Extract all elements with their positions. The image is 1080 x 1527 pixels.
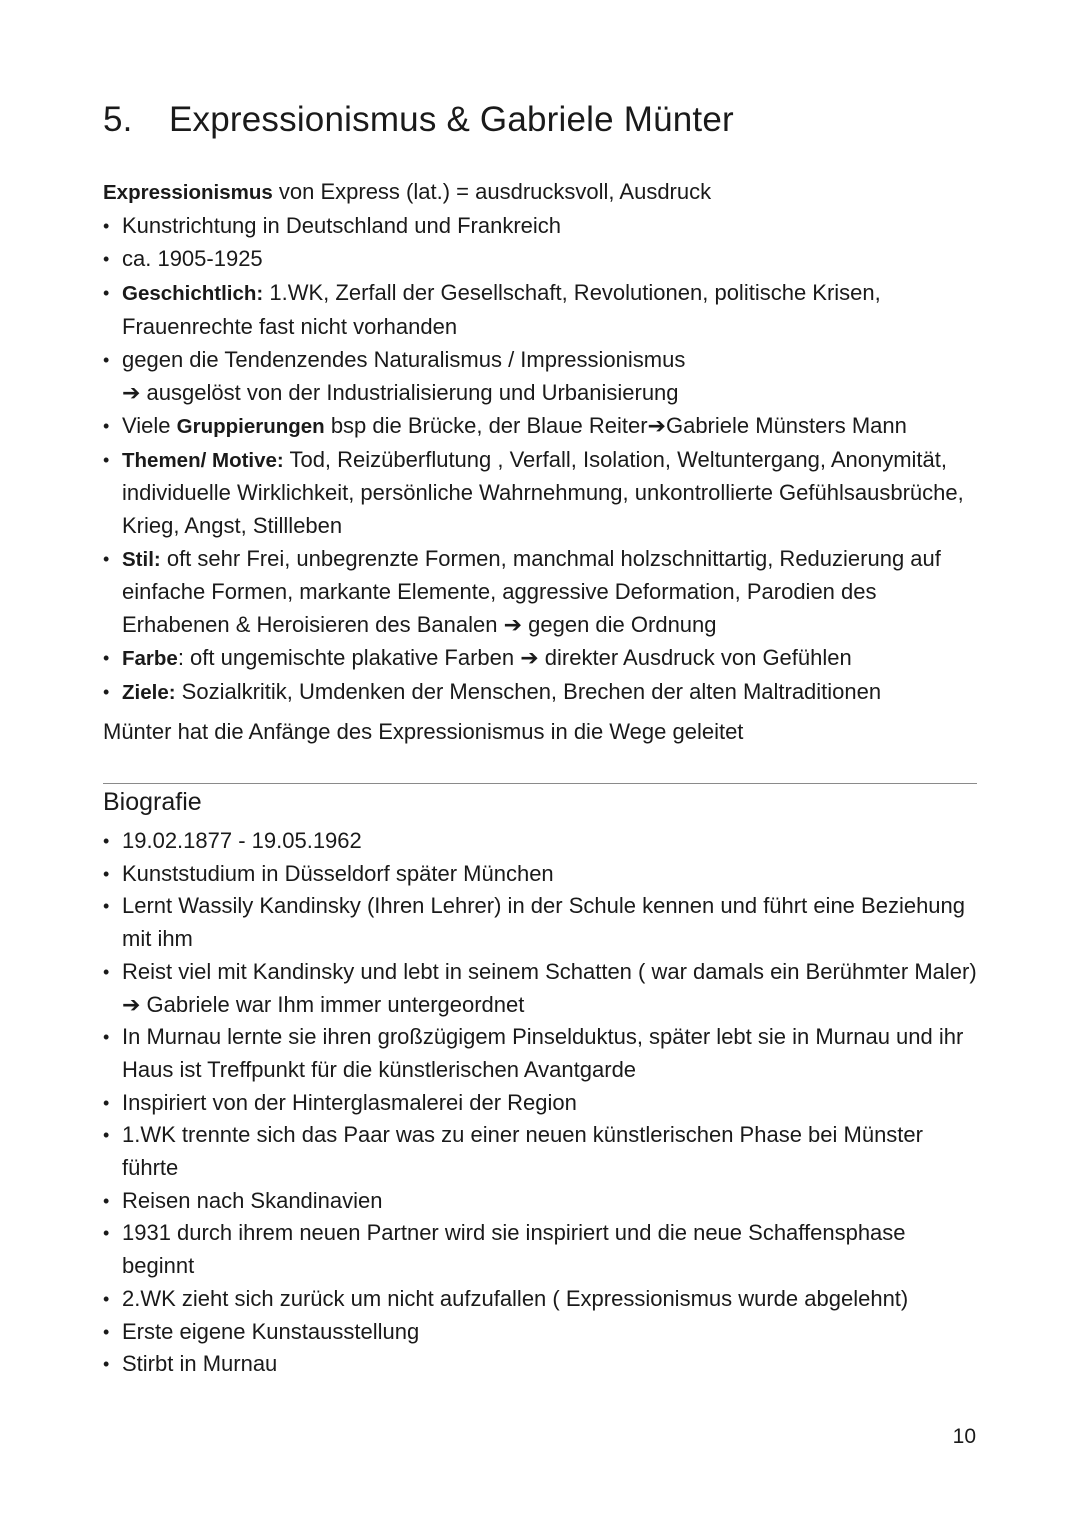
definition-term: Expressionismus	[103, 181, 273, 204]
item-label: Themen/ Motive:	[122, 448, 284, 472]
list-item: • Erste eigene Kunstausstellung	[103, 1316, 983, 1349]
list-item	[103, 676, 983, 710]
list-item: • 2.WK zieht sich zurück um nicht aufzufallen ( Expressionismus wurde abgelehnt)	[103, 1283, 983, 1316]
list-item	[103, 410, 983, 444]
page-number: 10	[952, 1425, 976, 1448]
item-text: oft sehr Frei, unbegrenzte Formen, manchmal holzschnittartig, Reduzierung auf einfache Formen, markante Elemente, aggressive Deformation, Parodien des Erhabenen & Heroisieren des Banalen ➔ gegen die Ordnung	[122, 545, 941, 638]
biography-list	[103, 825, 983, 1381]
item-text: Kunstrichtung in Deutschland und Frankreich	[122, 212, 562, 238]
list-item	[103, 277, 983, 343]
list-item	[103, 543, 983, 642]
list-item: • 1931 durch ihrem neuen Partner wird sie inspiriert und die neue Schaffensphase beginnt	[103, 1217, 983, 1282]
list-item: • Stirbt in Murnau	[103, 1348, 983, 1381]
list-item: • Reisen nach Skandinavien	[103, 1185, 983, 1218]
item-text: ca. 1905-1925	[122, 246, 263, 272]
list-item: • Inspiriert von der Hinterglasmalerei der Region	[103, 1087, 983, 1120]
item-label: Stil:	[122, 547, 161, 571]
page-title	[103, 100, 734, 140]
item-text: Tod, Reizüberflutung , Verfall, Isolation, Weltuntergang, Anonymität, individuelle Wirklichkeit, persönliche Wahrnehmung, unkontrollierte Gefühlsausbrüche, Krieg, Angst, Stillleben	[122, 446, 964, 539]
list-item: • Lernt Wassily Kandinsky (Ihren Lehrer) in der Schule kennen und führt eine Beziehung mit ihm	[103, 890, 983, 955]
section-number: 5.	[103, 100, 133, 139]
item-label: Viele Gruppierungen	[122, 412, 325, 438]
definition-text: von Express (lat.) = ausdrucksvoll, Ausdruck	[272, 179, 712, 204]
list-item: • In Murnau lernte sie ihren großzügigem Pinselduktus, später lebt sie in Murnau und ihr Haus ist Treffpunkt für die künstlerischen Avantgarde	[103, 1021, 983, 1086]
expressionism-list	[103, 210, 983, 710]
closing-sentence: Münter hat die Anfänge des Expressionismus in die Wege geleitet	[103, 719, 744, 745]
item-label: Geschichtlich:	[122, 282, 264, 306]
item-text: gegen die Tendenzendes Naturalismus / Impressionismus ➔ ausgelöst von der Industrialisierung und Urbanisierung	[122, 346, 686, 406]
expressionism-section	[103, 176, 983, 749]
list-item: • 1.WK trennte sich das Paar was zu einer neuen künstlerischen Phase bei Münster führte	[103, 1119, 983, 1184]
list-item	[103, 243, 983, 277]
item-text: bsp die Brücke, der Blaue Reiter➔Gabriele Münsters Mann	[324, 412, 907, 438]
section-divider	[103, 783, 977, 784]
item-label-group	[122, 413, 325, 438]
list-item	[103, 344, 983, 410]
item-text: 1.WK, Zerfall der Gesellschaft, Revolutionen, politische Krisen, Frauenrechte fast nicht vorhanden	[122, 280, 881, 339]
item-text: : oft ungemischte plakative Farben ➔ direkter Ausdruck von Gefühlen	[177, 644, 852, 670]
item-label: Farbe	[122, 646, 178, 670]
list-item	[103, 210, 983, 244]
biography-section	[103, 825, 983, 1381]
list-item	[103, 444, 983, 543]
biography-heading: Biografie	[103, 788, 202, 816]
list-item: • 19.02.1877 - 19.05.1962	[103, 825, 983, 858]
list-item: • Kunststudium in Düsseldorf später München	[103, 858, 983, 891]
item-text: Sozialkritik, Umdenken der Menschen, Brechen der alten Maltraditionen	[175, 678, 882, 704]
list-item	[103, 642, 983, 676]
list-item: • Reist viel mit Kandinsky und lebt in seinem Schatten ( war damals ein Berühmter Maler) ➔ Gabriele war Ihm immer untergeordnet	[103, 956, 983, 1021]
section-title: Expressionismus & Gabriele Münter	[169, 100, 734, 139]
definition-line	[103, 176, 983, 210]
item-label: Ziele:	[122, 680, 176, 704]
